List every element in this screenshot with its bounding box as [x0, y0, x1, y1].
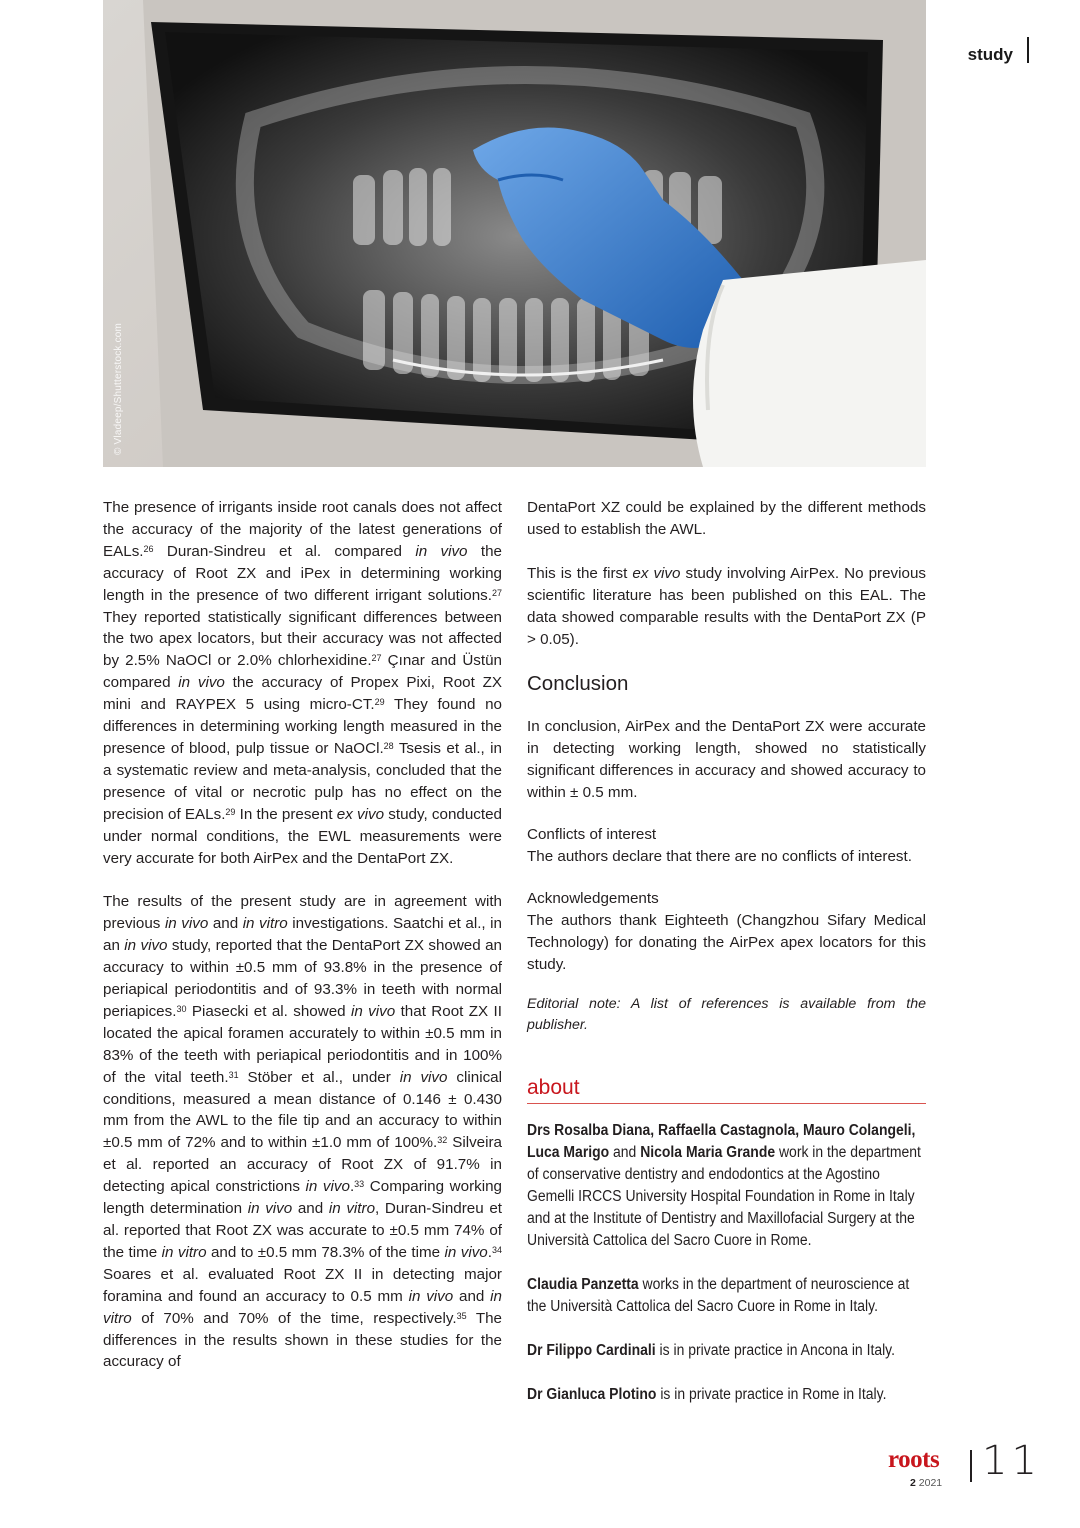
- xray-illustration: [103, 0, 926, 467]
- photo-credit: © Vladeep/Shutterstock.com: [113, 322, 124, 455]
- left-column: [103, 497, 502, 1373]
- acknowledgements-text: The authors thank Eighteeth (Changzhou Sifary Medical Technology) for donating the AirPex apex locators for this study.: [527, 911, 926, 973]
- about-paragraph: Claudia Panzetta works in the department of neuroscience at the Università Cattolica del Sacro Cuore in Rome in Italy.: [527, 1276, 910, 1316]
- acknowledgements-heading: Acknowledgements: [527, 889, 659, 907]
- about-heading: about: [527, 1077, 926, 1104]
- magazine-logo: roots: [888, 1446, 940, 1473]
- paragraph: DentaPort XZ could be explained by the different methods used to establish the AWL.: [527, 499, 926, 538]
- paragraph: The presence of irrigants inside root canals does not affect the accuracy of the majority of the latest generations of EALs.$^{26}$ Duran-Sindreu et al. compared in vivo the accuracy of Root ZX and iPex in determining working length in the presence of two different irrigant solutions.$^{27}$ They reported statistically significant differences between the two apex locators, but their accuracy was not affected by 2.5% NaOCl or 2.0% chlorhexidine.$^{27}$ Çınar and Üstün compared in vivo the accuracy of Propex Pixi, Root ZX mini and RAYPEX 5 using micro-CT.$^{29}$ They found no differences in determining working length measured in the presence of blood, pulp tissue or NaOCl.$^{28}$ Tsesis et al., in a systematic review and meta-analysis, concluded that the presence of vital or necrotic pulp has no effect on the precision of EALs.$^{29}$ In the present ex vivo study, conducted under normal conditions, the EWL measurements were very accurate for both AirPex and the DentaPort ZX.: [103, 499, 502, 867]
- page-number: 11: [982, 1438, 1041, 1484]
- issue-year: 2021: [918, 1477, 943, 1489]
- issue-number: 2: [910, 1477, 916, 1489]
- conclusion-heading: Conclusion: [527, 672, 629, 696]
- footer-divider: [970, 1450, 972, 1482]
- paragraph: The results of the present study are in agreement with previous in vivo and in vitro investigations. Saatchi et al., in an in vivo study, reported that the DentaPort ZX showed an accuracy to within ±0.5 mm of 93.8% in the presence of periapical periodontitis and of 93.3% in teeth with normal periapices.$^{30}$ Piasecki et al. showed in vivo that Root ZX II located the apical foramen accurately to within ±0.5 mm in 83% of the teeth with periapical periodontitis and in 100% of the vital teeth.$^{31}$ Stöber et al., under in vivo clinical conditions, measured a mean distance of 0.146 ± 0.430 mm from the AWL to the file tip and an accuracy to within ±0.5 mm of 72% and to within ±1.0 mm of 100%.$^{32}$ Silveira et al. reported an accuracy of Root ZX of 91.7% in detecting apical constrictions in vivo.$^{33}$ Comparing working length determination in vivo and in vitro, Duran-Sindreu et al. reported that Root ZX was accurate to ±0.5 mm 74% of the time in vitro and to ±0.5 mm 78.3% of the time in vivo.$^{34}$ Soares et al. evaluated Root ZX II in detecting major foramina and found an accuracy to 0.5 mm in vivo and in vitro of 70% and 70% of the time, respectively.$^{35}$ The differences in the results shown in these studies for the accuracy of: [103, 893, 502, 1371]
- hero-image: [103, 0, 926, 467]
- conflicts-heading: Conflicts of interest: [527, 826, 657, 844]
- section-label: study: [967, 45, 1013, 64]
- paragraph: This is the first ex vivo study involving AirPex. No previous scientific literature has been published on this EAL. The data showed comparable results with the DentaPort ZX (P > 0.05).: [527, 564, 926, 648]
- editorial-note: Editorial note: A list of references is available from the publisher.: [527, 995, 926, 1034]
- issue-label: [910, 1477, 942, 1489]
- conflicts-text: The authors declare that there are no conflicts of interest.: [527, 847, 912, 865]
- right-column: [527, 497, 926, 1406]
- about-paragraph: Dr Gianluca Plotino is in private practice in Rome in Italy.: [527, 1386, 887, 1404]
- conclusion-text: In conclusion, AirPex and the DentaPort ZX were accurate in detecting working length, showed no statistically significant differences in accuracy and showed accuracy to within ± 0.5 mm.: [527, 718, 926, 802]
- about-section: [527, 1077, 926, 1406]
- about-paragraph: Drs Rosalba Diana, Raffaella Castagnola, Mauro Colangeli, Luca Marigo and Nicola Maria Grande work in the department of conservative dentistry and endodontics at the Agostino Gemelli IRCCS University Hospital Foundation in Rome in Italy and at the Institute of Dentistry and Maxillofacial Surgery at the Università Cattolica del Sacro Cuore in Rome.: [527, 1122, 921, 1250]
- header-divider: [1027, 37, 1029, 63]
- about-paragraph: Dr Filippo Cardinali is in private practice in Ancona in Italy.: [527, 1342, 896, 1360]
